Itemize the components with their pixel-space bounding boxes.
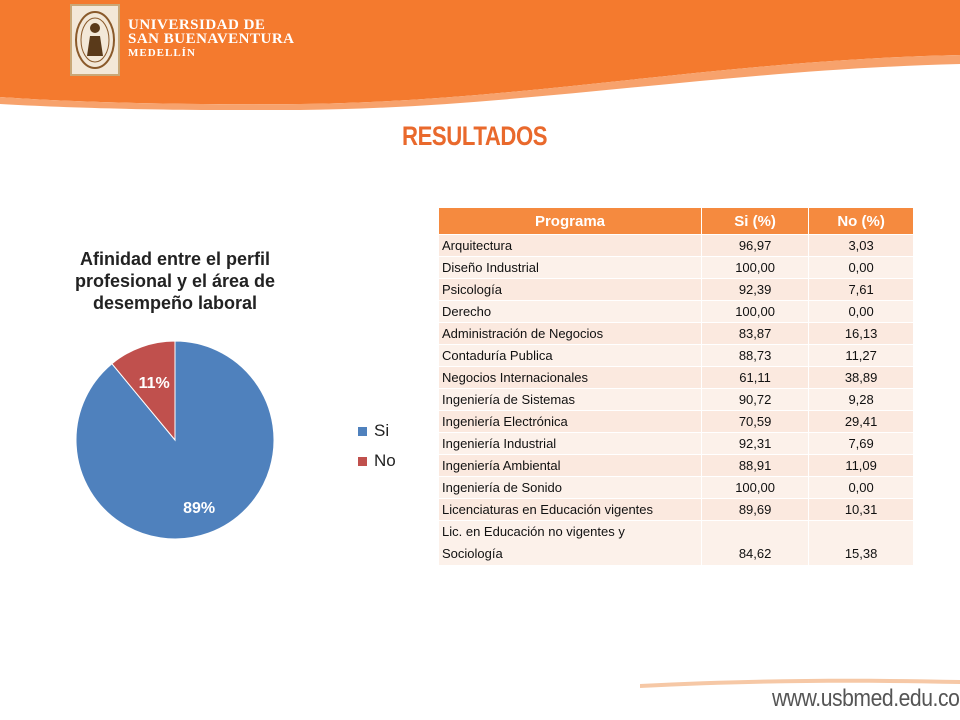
cell-programa <box>439 521 702 566</box>
cell-programa: Psicología <box>439 279 702 301</box>
university-name <box>128 18 295 60</box>
table-row <box>439 279 914 301</box>
table-row <box>439 323 914 345</box>
table-row <box>439 389 914 411</box>
cell-si: 84,62 <box>701 521 808 566</box>
page-title: RESULTADOS <box>402 121 548 151</box>
table-row <box>439 521 914 566</box>
cell-programa: Administración de Negocios <box>439 323 702 345</box>
cell-no: 3,03 <box>809 235 914 257</box>
legend-swatch-no <box>358 457 367 466</box>
cell-si: 61,11 <box>701 367 808 389</box>
cell-programa: Ingeniería Industrial <box>439 433 702 455</box>
cell-si: 88,73 <box>701 345 808 367</box>
cell-no: 16,13 <box>809 323 914 345</box>
cell-programa: Arquitectura <box>439 235 702 257</box>
chart-title: Afinidad entre el perfil profesional y el área de desempeño laboral <box>74 249 276 313</box>
legend-label-no: No <box>374 451 396 470</box>
cell-no: 15,38 <box>809 521 914 566</box>
header-no: No (%) <box>809 208 914 235</box>
data-label-no: 11% <box>138 375 170 393</box>
table-row <box>439 477 914 499</box>
table-row <box>439 433 914 455</box>
cell-no: 9,28 <box>809 389 914 411</box>
cell-si: 96,97 <box>701 235 808 257</box>
cell-si: 100,00 <box>701 257 808 279</box>
table-row <box>439 257 914 279</box>
cell-programa: Licenciaturas en Educación vigentes <box>439 499 702 521</box>
cell-no: 11,09 <box>809 455 914 477</box>
header-programa: Programa <box>439 208 702 235</box>
cell-programa: Ingeniería Electrónica <box>439 411 702 433</box>
table-row <box>439 345 914 367</box>
table-row <box>439 411 914 433</box>
cell-programa-line1: Lic. en Educación no vigentes y <box>442 524 625 539</box>
results-table <box>438 207 914 566</box>
cell-no: 38,89 <box>809 367 914 389</box>
cell-programa: Diseño Industrial <box>439 257 702 279</box>
cell-no: 7,61 <box>809 279 914 301</box>
cell-no: 0,00 <box>809 301 914 323</box>
seal-icon <box>72 6 118 74</box>
legend-item-no <box>358 446 396 476</box>
table-row <box>439 235 914 257</box>
table-row <box>439 499 914 521</box>
cell-programa: Contaduría Publica <box>439 345 702 367</box>
university-seal-logo <box>70 4 120 76</box>
cell-programa: Ingeniería Ambiental <box>439 455 702 477</box>
pie-chart <box>70 335 280 550</box>
cell-no: 0,00 <box>809 257 914 279</box>
cell-no: 11,27 <box>809 345 914 367</box>
legend-swatch-si <box>358 427 367 436</box>
cell-si: 90,72 <box>701 389 808 411</box>
cell-programa: Derecho <box>439 301 702 323</box>
cell-no: 29,41 <box>809 411 914 433</box>
cell-no: 10,31 <box>809 499 914 521</box>
header-si: Si (%) <box>701 208 808 235</box>
cell-programa: Ingeniería de Sonido <box>439 477 702 499</box>
cell-si: 92,31 <box>701 433 808 455</box>
university-name-line3: MEDELLÍN <box>128 47 196 59</box>
cell-si: 100,00 <box>701 301 808 323</box>
cell-si: 92,39 <box>701 279 808 301</box>
data-label-si: 89% <box>183 500 216 518</box>
university-name-line1: UNIVERSIDAD DE <box>128 17 266 33</box>
table-row <box>439 455 914 477</box>
cell-si: 83,87 <box>701 323 808 345</box>
cell-no: 0,00 <box>809 477 914 499</box>
cell-si: 88,91 <box>701 455 808 477</box>
cell-si: 89,69 <box>701 499 808 521</box>
table-row <box>439 301 914 323</box>
cell-si: 100,00 <box>701 477 808 499</box>
university-name-line2: SAN BUENAVENTURA <box>128 31 295 47</box>
table-row <box>439 367 914 389</box>
cell-si: 70,59 <box>701 411 808 433</box>
cell-programa: Negocios Internacionales <box>439 367 702 389</box>
cell-programa: Ingeniería de Sistemas <box>439 389 702 411</box>
cell-no: 7,69 <box>809 433 914 455</box>
footer-url-link[interactable]: www.usbmed.edu.co <box>772 685 960 712</box>
legend-item-si <box>358 416 396 446</box>
legend-label-si: Si <box>374 421 390 440</box>
cell-programa-line2: Sociología <box>442 546 503 561</box>
chart-legend <box>358 416 396 476</box>
table-header-row <box>439 208 914 235</box>
